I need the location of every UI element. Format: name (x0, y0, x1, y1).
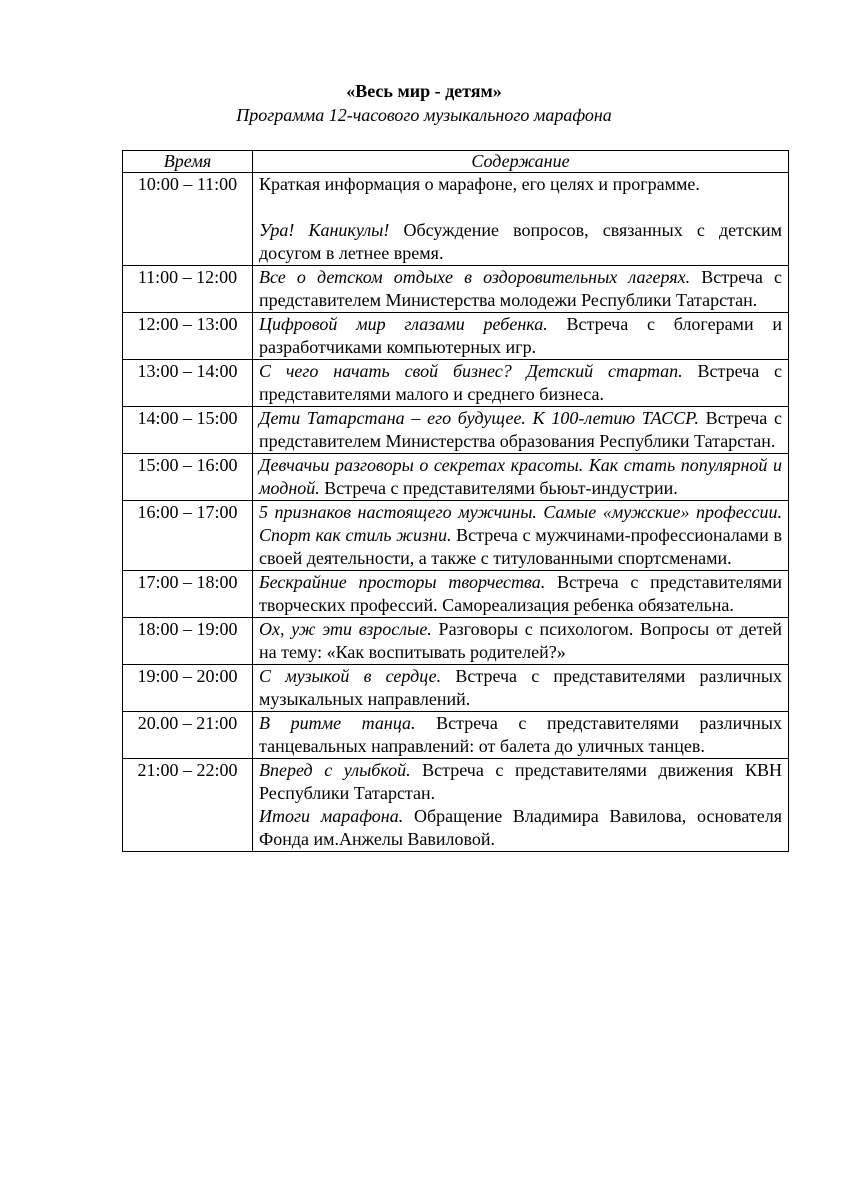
topic-details: Встреча с представителями бьюьт-индустрии. (319, 478, 678, 498)
row-time: 12:00 – 13:00 (123, 313, 253, 360)
table-row (123, 266, 789, 313)
topic-details: Встреча с мужчинами-профессионалами в своей деятельности, а также с титулованными спортсменами. (259, 525, 782, 568)
table-row (123, 501, 789, 571)
row-time: 17:00 – 18:00 (123, 571, 253, 618)
topic-title: С чего начать свой бизнес? Детский стартап. (259, 361, 683, 381)
row-time: 11:00 – 12:00 (123, 266, 253, 313)
row-content (253, 759, 789, 852)
row-content (253, 407, 789, 454)
header-content: Содержание (253, 151, 789, 173)
row-content (253, 313, 789, 360)
program-table (122, 150, 789, 852)
table-row (123, 618, 789, 665)
topic-details: Разговоры с психологом. Вопросы от детей на тему: «Как воспитывать родителей?» (259, 619, 782, 662)
topic-title: Ох, уж эти взрослые. (259, 619, 432, 639)
topic-details: Встреча с представителем Министерства образования Республики Татарстан. (259, 408, 782, 451)
paragraph-gap (259, 196, 782, 219)
document-subtitle: Программа 12-часового музыкального марафона (236, 105, 612, 125)
table-row (123, 665, 789, 712)
topic-title: Все о детском отдыхе в оздоровительных лагерях. (259, 267, 691, 287)
row-time: 18:00 – 19:00 (123, 618, 253, 665)
table-row (123, 407, 789, 454)
table-row (123, 454, 789, 501)
table-row (123, 571, 789, 618)
row-time: 13:00 – 14:00 (123, 360, 253, 407)
topic-title: 5 признаков настоящего мужчины. Самые «мужские» профессии. Спорт как стиль жизни. (259, 502, 782, 545)
row-time: 10:00 – 11:00 (123, 173, 253, 266)
table-row (123, 360, 789, 407)
topic-details: Встреча с представителями различных танцевальных направлений: от балета до уличных танцев. (259, 713, 783, 756)
table-row (123, 712, 789, 759)
table-row (123, 173, 789, 266)
topic-details: Встреча с представителями творческих профессий. Самореализация ребенка обязательна. (259, 572, 782, 615)
document-title: «Весь мир - детям» (346, 81, 502, 101)
topic-title: Девчачьи разговоры о секретах красоты. Как стать популярной и модной. (259, 455, 782, 498)
paragraph (259, 805, 782, 851)
table-header-row (123, 151, 789, 173)
topic-details: Встреча с блогерами и разработчиками компьютерных игр. (259, 314, 782, 357)
paragraph (259, 759, 782, 805)
topic-title: В ритме танца. (259, 713, 416, 733)
topic-details: Обсуждение вопросов, связанных с детским досугом в летнее время. (259, 220, 782, 263)
topic-details: Встреча с представителями малого и среднего бизнеса. (259, 361, 783, 404)
row-time: 19:00 – 20:00 (123, 665, 253, 712)
row-content (253, 665, 789, 712)
row-content (253, 712, 789, 759)
row-time: 14:00 – 15:00 (123, 407, 253, 454)
row-content (253, 454, 789, 501)
table-row (123, 313, 789, 360)
topic-title: Итоги марафона. (259, 806, 404, 826)
topic-title: Дети Татарстана – его будущее. К 100-летию ТАССР. (259, 408, 699, 428)
row-time: 21:00 – 22:00 (123, 759, 253, 852)
row-content (253, 501, 789, 571)
topic-title: Вперед с улыбкой. (259, 760, 411, 780)
topic-title: Бескрайние просторы творчества. (259, 572, 546, 592)
row-time: 16:00 – 17:00 (123, 501, 253, 571)
row-content (253, 266, 789, 313)
row-content (253, 618, 789, 665)
paragraph (259, 219, 782, 265)
row-content (253, 173, 789, 266)
row-time: 20.00 – 21:00 (123, 712, 253, 759)
topic-details: Обращение Владимира Вавилова, основателя Фонда им.Анжелы Вавиловой. (259, 806, 782, 849)
row-content (253, 571, 789, 618)
topic-title: Ура! Каникулы! (259, 220, 390, 240)
header-time: Время (123, 151, 253, 173)
topic-details: Встреча с представителем Министерства молодежи Республики Татарстан. (259, 267, 782, 310)
table-row (123, 759, 789, 852)
topic-title: С музыкой в сердце. (259, 666, 442, 686)
paragraph: Краткая информация о марафоне, его целях и программе. (259, 174, 700, 194)
topic-details: Встреча с представителями различных музыкальных направлений. (259, 666, 782, 709)
row-content (253, 360, 789, 407)
topic-title: Цифровой мир глазами ребенка. (259, 314, 548, 334)
topic-details: Встреча с представителями движения КВН Республики Татарстан. (259, 760, 782, 803)
row-time: 15:00 – 16:00 (123, 454, 253, 501)
